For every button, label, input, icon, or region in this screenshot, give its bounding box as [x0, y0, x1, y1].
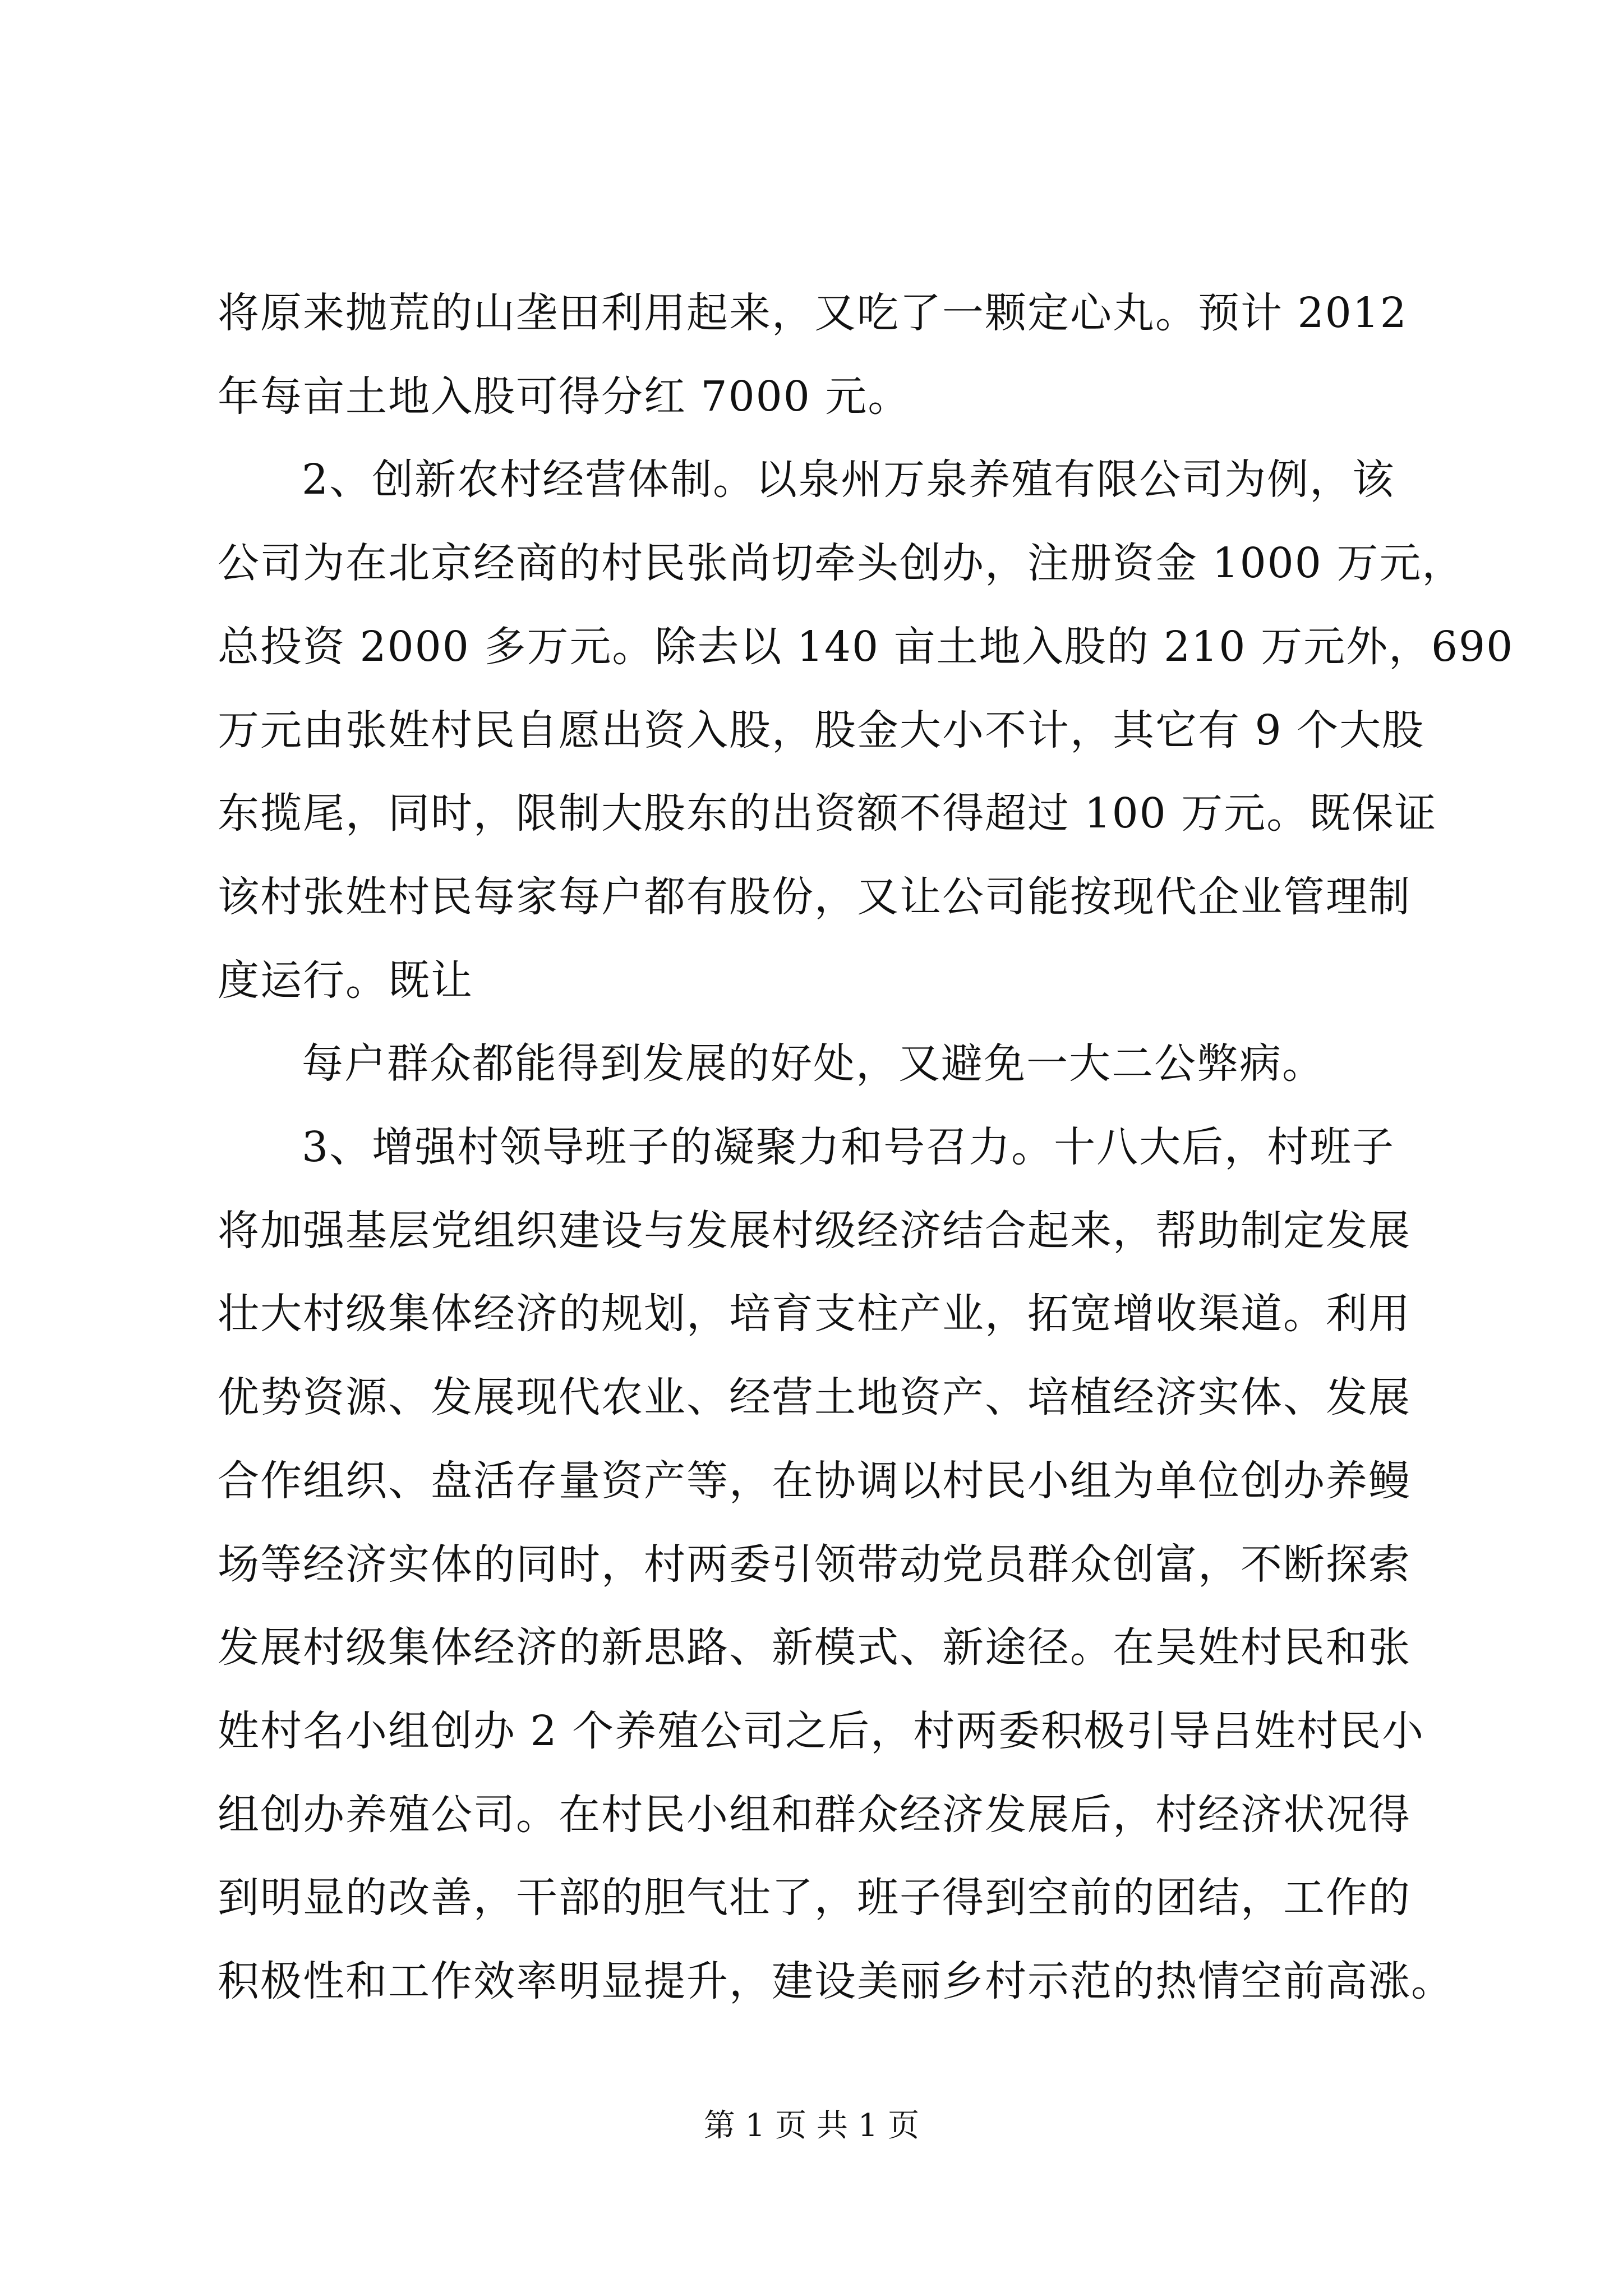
- text-line: 发展村级集体经济的新思路、新模式、新途径。在吴姓村民和张: [218, 1623, 1411, 1672]
- page-footer: 第 1 页 共 1 页: [703, 2108, 920, 2144]
- text-line: 到明显的改善，干部的胆气壮了，班子得到空前的团结，工作的: [218, 1874, 1411, 1922]
- text-line: 年每亩土地入股可得分红 7000 元。: [218, 372, 911, 421]
- text-line: 万元由张姓村民自愿出资入股，股金大小不计，其它有 9 个大股: [218, 706, 1425, 754]
- text-line: 优势资源、发展现代农业、经营土地资产、培植经济实体、发展: [218, 1373, 1411, 1421]
- text-line: 积极性和工作效率明显提升，建设美丽乡村示范的热情空前高涨。: [218, 1957, 1454, 2005]
- text-line: 3、增强村领导班子的凝聚力和号召力。十八大后，村班子: [302, 1123, 1395, 1171]
- text-line: 合作组织、盘活存量资产等，在协调以村民小组为单位创办养鳗: [218, 1457, 1411, 1505]
- text-line: 组创办养殖公司。在村民小组和群众经济发展后，村经济状况得: [218, 1791, 1411, 1839]
- text-line: 每户群众都能得到发展的好处，又避免一大二公弊病。: [302, 1039, 1325, 1088]
- text-line: 2、创新农村经营体制。以泉州万泉养殖有限公司为例，该: [302, 455, 1395, 504]
- text-line: 东揽尾，同时，限制大股东的出资额不得超过 100 万元。既保证: [218, 789, 1437, 838]
- text-line: 场等经济实体的同时，村两委引领带动党员群众创富，不断探索: [218, 1540, 1411, 1589]
- text-line: 公司为在北京经商的村民张尚切牵头创办，注册资金 1000 万元，: [218, 539, 1465, 587]
- text-line: 壮大村级集体经济的规划，培育支柱产业，拓宽增收渠道。利用: [218, 1290, 1411, 1338]
- text-line: 将原来抛荒的山垄田利用起来，又吃了一颗定心丸。预计 2012: [218, 289, 1408, 337]
- text-line: 度运行。既让: [218, 956, 473, 1005]
- text-line: 姓村名小组创办 2 个养殖公司之后，村两委积极引导吕姓村民小: [218, 1707, 1425, 1755]
- text-line: 该村张姓村民每家每户都有股份，又让公司能按现代企业管理制: [218, 873, 1411, 921]
- text-line: 将加强基层党组织建设与发展村级经济结合起来，帮助制定发展: [218, 1207, 1411, 1255]
- text-line: 总投资 2000 多万元。除去以 140 亩土地入股的 210 万元外，690: [218, 623, 1514, 671]
